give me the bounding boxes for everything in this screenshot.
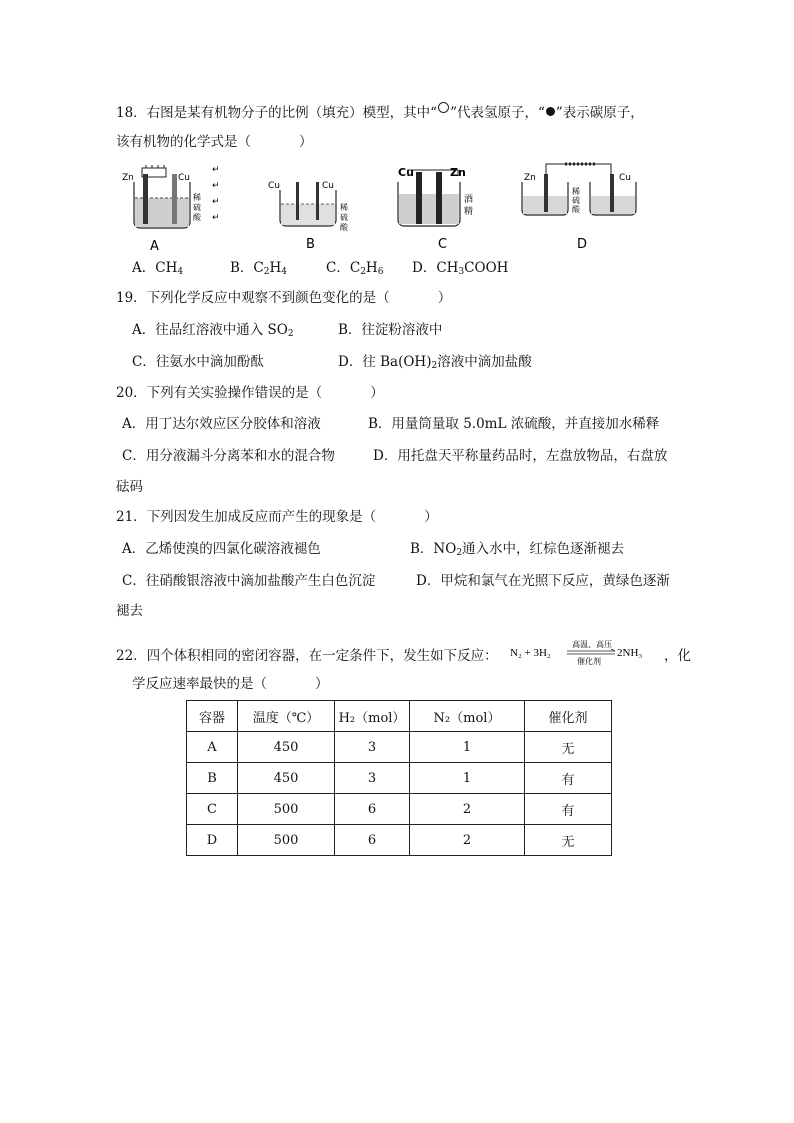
q22-stem-tail: ，化 [664, 648, 691, 664]
figure-label: A [150, 239, 159, 254]
svg-text:C: C [438, 237, 448, 252]
figure-b [268, 181, 349, 252]
q18-figures [0, 160, 794, 270]
svg-text:酒: 酒 [464, 195, 474, 205]
rate-table [186, 700, 612, 856]
q19-option-c[interactable]: C．往氨水中滴加酚酞 [132, 354, 264, 370]
q19-option-d[interactable]: D．往 $Ba(OH)_2$溶液中滴加盐酸 [338, 354, 532, 371]
q20-option-a[interactable]: A．用丁达尔效应区分胶体和溶液 [122, 416, 321, 432]
electrode-label: Cu [178, 173, 190, 183]
svg-text:↵: ↵ [212, 181, 220, 191]
table-row: D 500 6 2 无 [187, 825, 612, 856]
q18-option-b[interactable]: B．$C_2H_4$ [230, 260, 288, 277]
svg-text:N₂ + 3H₂: N₂ + 3H₂ [510, 647, 551, 659]
q18-line2: 该有机物的化学式是（ ） [116, 134, 313, 150]
svg-text:硫: 硫 [572, 196, 580, 205]
q21-option-b[interactable]: B．$NO_2$通入水中，红棕色逐渐褪去 [410, 541, 625, 558]
q19-stem: 19．下列化学反应中观察不到颜色变化的是（ ） [116, 290, 452, 306]
table-row: A 450 3 1 无 [187, 732, 612, 763]
hydrogen-atom-icon [438, 102, 449, 113]
figure-c [398, 166, 473, 252]
table-row: C 500 6 2 有 [187, 794, 612, 825]
svg-text:2NH₃: 2NH₃ [617, 647, 643, 659]
q21-option-c[interactable]: C．往硝酸银溶液中滴加盐酸产生白色沉淀 [122, 573, 376, 589]
q21-option-d-continued: 褪去 [116, 603, 143, 619]
q18-option-c[interactable]: C．$C_2H_6$ [326, 260, 384, 277]
svg-text:精: 精 [464, 207, 474, 217]
electrode-label: Zn [122, 173, 134, 183]
q20-option-d-continued: 砝码 [116, 479, 143, 495]
svg-text:稀: 稀 [340, 203, 348, 212]
q20-option-b[interactable]: B．用量筒量取 5.0mL 浓硫酸，并直接加水稀释 [368, 416, 660, 432]
q22-line2: 学反应速率最快的是（ ） [132, 676, 329, 692]
svg-text:稀: 稀 [572, 187, 580, 196]
svg-text:酸: 酸 [572, 205, 580, 214]
svg-text:酸: 酸 [340, 223, 348, 232]
q21-option-a[interactable]: A．乙烯使溴的四氯化碳溶液褪色 [122, 541, 321, 557]
svg-text:B: B [306, 237, 315, 252]
q22-stem: 22．四个体积相同的密闭容器，在一定条件下，发生如下反应： [116, 648, 498, 664]
reaction-equation [510, 638, 660, 668]
svg-text:Cu: Cu [619, 173, 631, 183]
q20-option-d[interactable]: D．用托盘天平称量药品时，左盘放物品，右盘放 [373, 448, 668, 464]
svg-text:↵: ↵ [212, 165, 220, 175]
svg-text:Zn: Zn [450, 166, 466, 179]
svg-text:催化剂: 催化剂 [577, 657, 601, 666]
carbon-atom-icon [546, 107, 555, 116]
q21-stem: 21．下列因发生加成反应而产生的现象是（ ） [116, 509, 438, 525]
svg-text:D: D [577, 237, 588, 252]
q18-option-a[interactable]: A．$CH_4$ [132, 260, 184, 277]
q20-option-c[interactable]: C．用分液漏斗分离苯和水的混合物 [122, 448, 335, 464]
svg-text:酸: 酸 [193, 213, 201, 222]
svg-text:↵: ↵ [212, 213, 220, 223]
svg-text:Cu: Cu [398, 166, 414, 179]
svg-text:高温、高压: 高温、高压 [572, 640, 612, 649]
q19-option-b[interactable]: B．往淀粉溶液中 [338, 322, 443, 338]
figure-d [522, 164, 636, 252]
svg-text:硫: 硫 [340, 213, 348, 222]
table-header-row: 容器 温度（℃） H₂（mol） N₂（mol） 催化剂 [187, 701, 612, 732]
q18-line1: 18．右图是某有机物分子的比例（填充）模型，其中“ ”代表氢原子，“ ”表示碳原子， [116, 102, 644, 123]
q19-option-a[interactable]: A．往品红溶液中通入 $SO_2$ [132, 322, 294, 339]
figure-a [122, 165, 220, 254]
q21-option-d[interactable]: D．甲烷和氯气在光照下反应，黄绿色逐渐 [416, 573, 670, 589]
svg-text:↵: ↵ [212, 197, 220, 207]
svg-text:稀: 稀 [193, 193, 201, 202]
svg-text:Cu: Cu [268, 181, 280, 191]
q20-stem: 20．下列有关实验操作错误的是（ ） [116, 385, 384, 401]
svg-text:Zn: Zn [524, 173, 536, 183]
q18-option-d[interactable]: D．$CH_3COOH$ [412, 260, 509, 277]
svg-text:硫: 硫 [193, 203, 201, 212]
table-row: B 450 3 1 有 [187, 763, 612, 794]
svg-text:Cu: Cu [322, 181, 334, 191]
